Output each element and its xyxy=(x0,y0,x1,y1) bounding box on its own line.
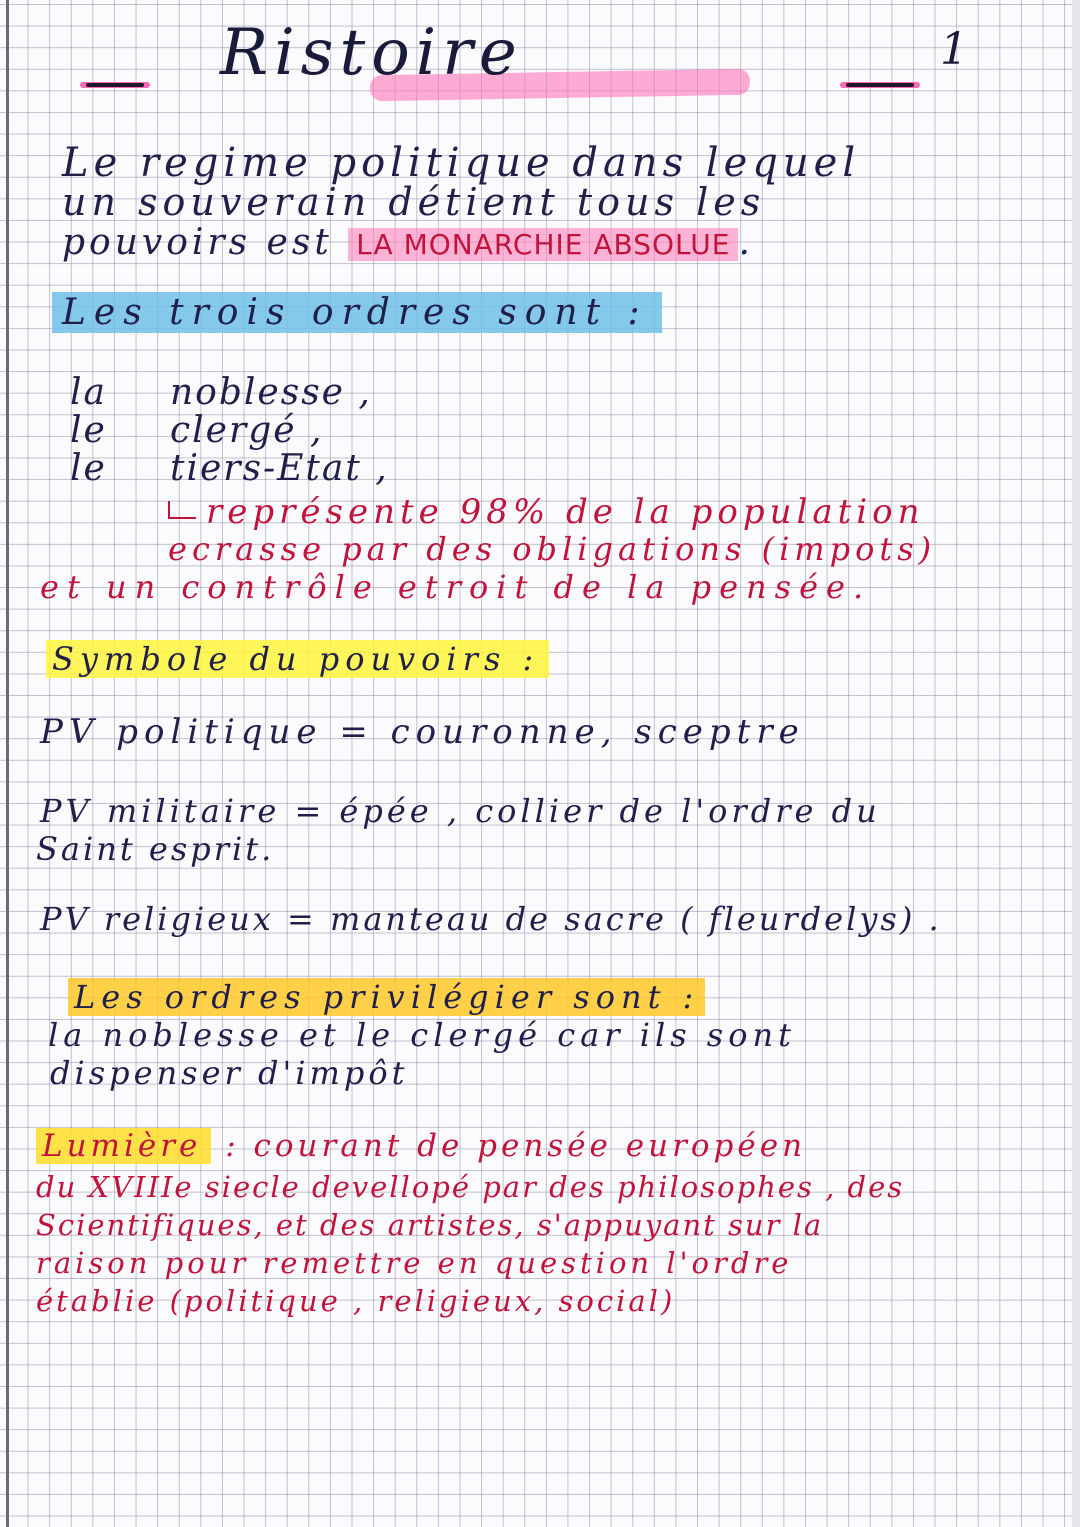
page-edge xyxy=(1072,0,1080,1527)
paragraph1-line3 xyxy=(62,222,754,263)
lumiere-line5: établie (politique , religieux, social) xyxy=(36,1284,676,1318)
page-title: Ristoire xyxy=(220,16,523,90)
privileged-heading-highlight: Les ordres privilégier sont : xyxy=(68,978,705,1016)
arrow-bracket-icon xyxy=(168,501,196,519)
privileged-heading xyxy=(68,978,705,1016)
symbols-line4: PV religieux = manteau de sacre ( fleurdelys) . xyxy=(40,900,942,938)
page-number: 1 xyxy=(940,24,968,75)
orders-heading-highlight: Les trois ordres sont : xyxy=(52,292,662,333)
tiers-etat-note-line1 xyxy=(168,492,925,532)
order-item-1-name: noblesse , xyxy=(170,372,372,413)
monarchie-absolue-highlight: LA MONARCHIE ABSOLUE xyxy=(348,228,738,261)
symbols-heading xyxy=(46,640,549,678)
order-item-3-name: tiers-Etat , xyxy=(170,448,389,489)
paragraph1-line3-suffix: . xyxy=(738,222,754,263)
lumiere-term-highlight: Lumière xyxy=(36,1128,211,1164)
lumiere-line3: Scientifiques, et des artistes, s'appuyant sur la xyxy=(36,1208,824,1242)
order-item-2-name: clergé , xyxy=(170,410,324,451)
lumiere-line2: du XVIIIe siecle devellopé par des philosophes , des xyxy=(36,1170,905,1204)
tiers-etat-note-line2: ecrasse par des obligations (impots) xyxy=(168,530,937,568)
tiers-etat-note-text1: représente 98% de la population xyxy=(206,492,925,532)
order-item-1 xyxy=(70,372,372,413)
title-dash-right xyxy=(840,82,920,88)
paragraph1-line3-prefix: pouvoirs est xyxy=(62,222,333,263)
symbols-line2: PV militaire = épée , collier de l'ordre du xyxy=(40,792,881,830)
paragraph1-line2: un souverain détient tous les xyxy=(62,180,766,224)
title-dash-left xyxy=(80,82,150,88)
lumiere-line4: raison pour remettre en question l'ordre xyxy=(36,1246,793,1280)
order-item-2 xyxy=(70,410,323,451)
privileged-line1: la noblesse et le clergé car ils sont xyxy=(48,1016,796,1054)
symbols-line3: Saint esprit. xyxy=(36,830,275,868)
orders-heading xyxy=(52,292,662,333)
lumiere-line1 xyxy=(36,1128,806,1164)
order-item-3-article: le xyxy=(70,448,107,489)
order-item-2-article: le xyxy=(70,410,107,451)
symbols-line1: PV politique = couronne, sceptre xyxy=(40,712,805,752)
title-block xyxy=(70,16,1050,110)
lumiere-definition-start: : courant de pensée européen xyxy=(225,1128,807,1164)
order-item-3 xyxy=(70,448,389,489)
margin-line xyxy=(6,0,9,1527)
paragraph1-line1: Le regime politique dans lequel xyxy=(62,140,861,186)
order-item-1-article: la xyxy=(70,372,107,413)
privileged-line2: dispenser d'impôt xyxy=(50,1054,409,1092)
symbols-heading-highlight: Symbole du pouvoirs : xyxy=(46,640,549,678)
tiers-etat-note-line3: et un contrôle etroit de la pensée. xyxy=(40,568,872,606)
